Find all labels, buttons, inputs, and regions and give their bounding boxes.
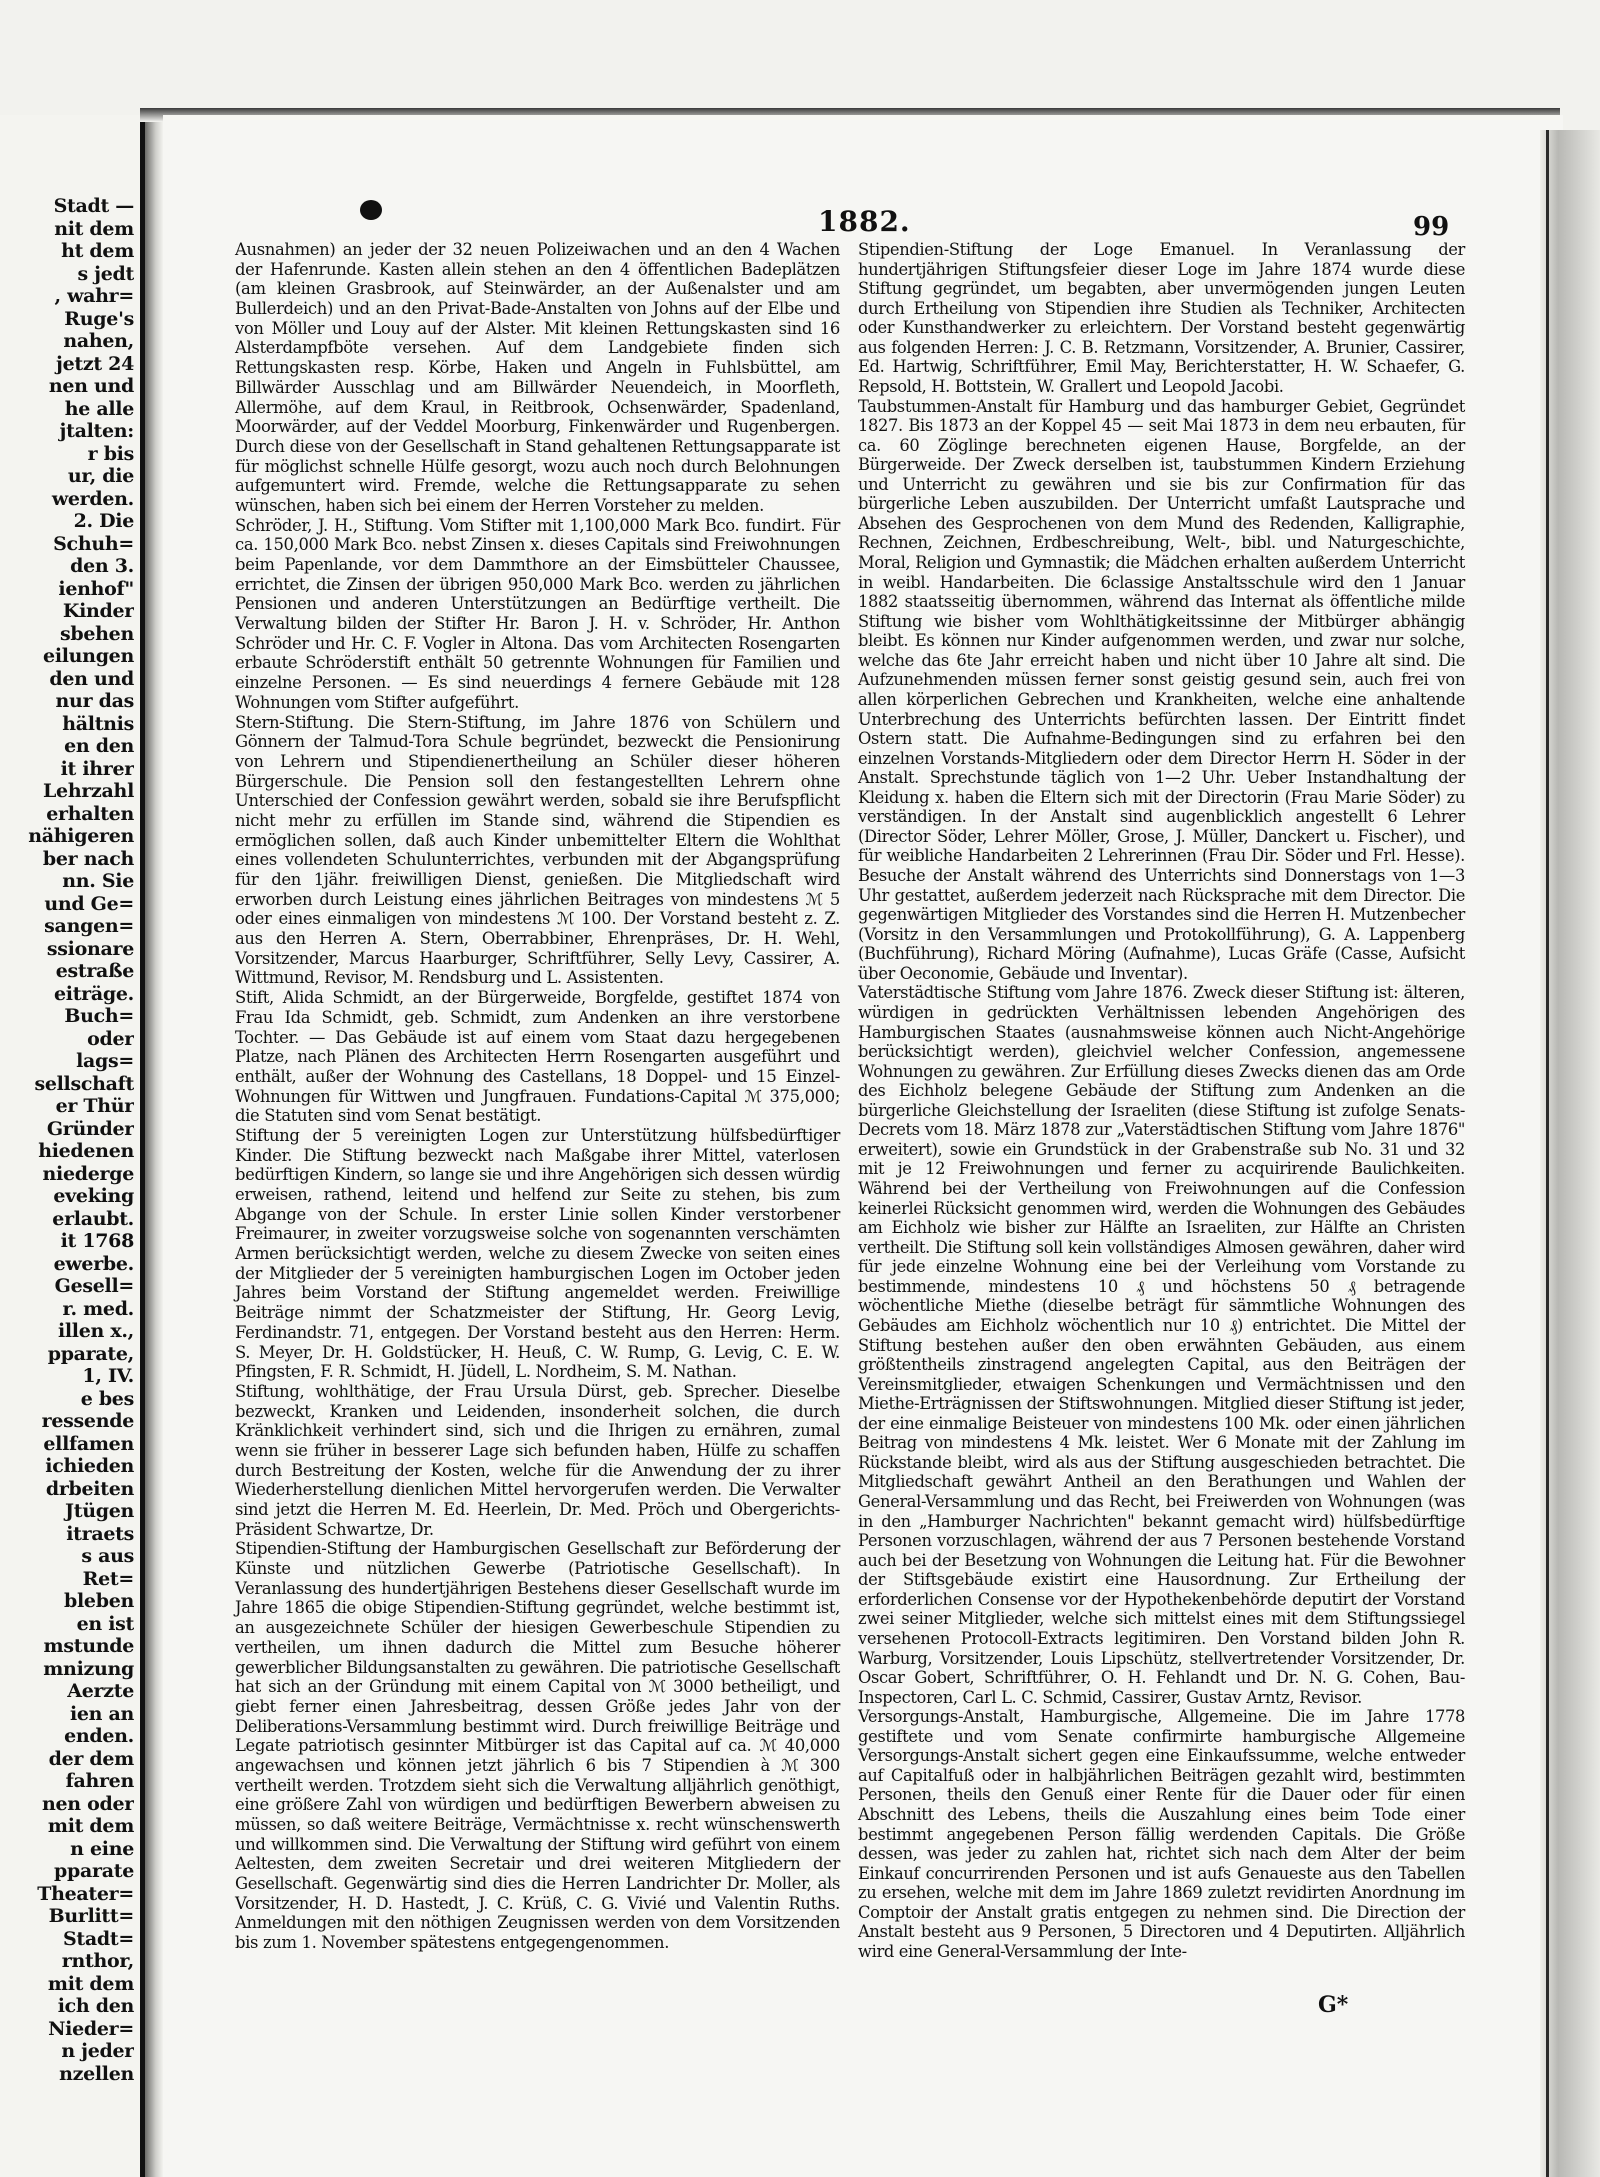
previous-page-line: it ihrer xyxy=(60,757,134,780)
previous-page-line: ssionare xyxy=(46,937,134,960)
previous-page-line: Buch= xyxy=(64,1005,134,1027)
previous-page-line: Stadt — xyxy=(53,195,134,217)
previous-page-line: niederge xyxy=(42,1162,134,1185)
article-entry: Vaterstädtische Stiftung vom Jahre 1876. Zweck dieser Stiftung ist: älteren, würdigen in gedrückten Verhältnissen lebenden Angehörigen des Hamburgischen Staates (ausnahmsweise können auch Nicht-Angehörige berücksichtigt werden), gleichviel welcher Confession, angemessene Wohnungen zu gewähren. Zur Erfüllung dieses Zwecks dienen das am Orde des Eichholz belegene Gebäude der Stiftung zum Andenken an die bürgerliche Gleichstellung der Israeliten (diese Stiftung ist zufolge Senats-Decrets vom 18. März 1878 zur „Vaterstädtischen Stiftung vom Jahre 1876" erweitert), sowie ein Grundstück in der Grabenstraße sub No. 31 und 32 mit je 12 Freiwohnungen und ferner zu acquirirende Baulichkeiten. Während bei der Vertheilung von Freiwohnungen auf die Confession keinerlei Rücksicht genommen wird, werden die Wohnungen des Gebäudes am Eichholz wie bisher zur Hälfte an Israeliten, zur Hälfte an Christen vertheilt. Die Stiftung soll kein vollständiges Almosen gewähren, daher wird für jede einzelne Wohnung eine bei der Verleihung vom Vorstande zu bestimmende, mindestens 10 ₰ und höchstens 50 ₰ betragende wöchentliche Miethe (dieselbe beträgt für sämmtliche Wohnungen des Gebäudes am Eichholz wöchentlich nur 10 ₰) entrichtet. Die Mittel der Stiftung bestehen außer den oben erwähnten Gebäuden, aus einem größtentheils zinstragend angelegten Capital, aus den Beiträgen der Vereinsmitglieder, etwaigen Schenkungen und Vermächtnissen und den Miethe-Erträgnissen der Stiftswohnungen. Mitglied dieser Stiftung ist jeder, der eine einmalige Beisteuer von mindestens 100 Mk. oder einen jährlichen Beitrag von mindestens 4 Mk. leistet. Wer 6 Monate mit der Zahlung im Rückstande bleibt, wird als aus der Stiftung ausgeschieden betrachtet. Die Mitgliedschaft gewährt Antheil an den Berathungen und Wahlen der General-Versammlung und das Recht, bei Freiwerden von Wohnungen (was in den „Hamburger Nachrichten" bekannt gemacht wird) hülfsbedürftige Personen vorzuschlagen, während der aus 7 Personen bestehende Vorstand auch bei der Besetzung von Wohnungen die Leitung hat. Für die Bewohner der Stiftsgebäude existirt eine Hausordnung. Zur Ertheilung der erforderlichen Consense vor der Hypothekenbehörde deputirt der Vorstand zwei seiner Mitglieder, welche sich mittelst eines mit dem Stiftungssiegel versehenen Protocoll-Extracts legitimiren. Den Vorstand bilden John R. Warburg, Vorsitzender, Louis Lipschütz, stellvertretender Vorsitzender, Dr. Oscar Gobert, Schriftführer, O. H. Fehlandt und Dr. N. G. Cohen, Bau-Inspectoren, Carl L. C. Schmid, Cassirer, Gustav Arntz, Revisor. xyxy=(858,983,1465,1707)
article-entry: Stift, Alida Schmidt, an der Bürgerweide, Borgfelde, gestiftet 1874 von Frau Ida Schmidt, geb. Schmidt, zum Andenken an ihre verstorbene Tochter. — Das Gebäude ist auf einem vom Staat dazu hergegebenen Platze, nach Plänen des Architecten Herrn Rosengarten ausgeführt und enthält, außer der Wohnung des Castellans, 18 Doppel- und 15 Einzel-Wohnungen für Wittwen und Jungfrauen. Fundations-Capital ℳ 375,000; die Statuten sind vom Senat bestätigt. xyxy=(235,988,840,1126)
previous-page-line: erhalten xyxy=(46,802,134,825)
previous-page-line: nen oder xyxy=(42,1792,134,1815)
previous-page-line: jtalten: xyxy=(59,420,134,442)
previous-page-line: ien an xyxy=(69,1702,134,1725)
previous-page-edge xyxy=(0,115,145,2177)
previous-page-line: pparate xyxy=(54,1860,134,1882)
previous-page-line: Burlitt= xyxy=(48,1905,134,1927)
previous-page-column xyxy=(2,195,134,2085)
previous-page-line: hältnis xyxy=(62,712,134,735)
previous-page-line: e bes xyxy=(80,1387,134,1410)
previous-page-line: lags= xyxy=(76,1050,134,1072)
previous-page-line: der dem xyxy=(48,1747,134,1770)
left-column xyxy=(235,240,840,1953)
article-entry: Ausnahmen) an jeder der 32 neuen Polizeiwachen und an den 4 Wachen der Hafenrunde. Kasten allein stehen an den 4 öffentlichen Badeplätzen (am kleinen Grasbrook, auf Steinwärder, an der Außenalster und am Bullerdeich) und an den Privat-Bade-Anstalten von Johns auf der Elbe und von Möller und Louy auf der Alster. Mit kleinen Rettungskasten sind 16 Alsterdampfböte versehen. Auf dem Landgebiete finden sich Rettungskasten resp. Körbe, Haken und Angeln in Fuhlsbüttel, am Billwärder Ausschlag und am Billwärder Neuendeich, in Moorfleth, Allermöhe, auf dem Kraul, in Reitbrook, Ochsenwärder, Spadenland, Moorwärder, auf der Veddel Moorburg, Finkenwärder und Rugenbergen. Durch diese von der Gesellschaft in Stand gehaltenen Rettungsapparate ist für möglichst schnelle Hülfe gesorgt, wozu auch noch durch Belohnungen aufgemuntert wird. Fremde, welche die Rettungsapparate zu sehen wünschen, haben sich bei einem der Herren Vorsteher zu melden. xyxy=(235,240,840,515)
signature-mark: G* xyxy=(1318,1992,1349,2018)
previous-page-line: Lehrzahl xyxy=(42,780,134,802)
article-entry: Stiftung, wohlthätige, der Frau Ursula Dürst, geb. Sprecher. Dieselbe bezweckt, Kranken und Leidenden, insonderheit solchen, die durch Kränklichkeit verhindert sind, sich und die Ihrigen zu ernähren, zumal wenn sie früher in besserer Lage sich befunden haben, Hülfe zu schaffen durch Bestreitung der Kosten, welche für die Anwendung der zu ihrer Wiederherstellung dienlichen Mittel hervorgerufen werden. Die Verwalter sind jetzt die Herren M. Ed. Heerlein, Dr. Med. Pröch und Obergerichts-Präsident Schwartze, Dr. xyxy=(235,1381,840,1539)
previous-page-line: r. med. xyxy=(62,1297,134,1320)
page-number: 99 xyxy=(1413,212,1450,242)
previous-page-line: ht dem xyxy=(61,240,134,262)
previous-page-line: nit dem xyxy=(54,217,134,240)
previous-page-line: mit dem xyxy=(47,1972,134,1995)
previous-page-line: en ist xyxy=(76,1612,134,1635)
previous-page-line: nn. Sie xyxy=(62,870,134,892)
previous-page-line: n eine xyxy=(70,1837,134,1860)
previous-page-line: pparate, xyxy=(47,1342,134,1365)
previous-page-line: Schuh= xyxy=(53,532,134,555)
previous-page-line: ichieden xyxy=(45,1455,134,1477)
previous-page-line: eveking xyxy=(53,1185,134,1207)
page-right-edge xyxy=(1540,130,1600,2177)
previous-page-line: illen x., xyxy=(57,1320,134,1342)
previous-page-line: r bis xyxy=(87,442,134,465)
article-entry: Stipendien-Stiftung der Loge Emanuel. In Veranlassung der hundertjährigen Stiftungsfeier dieser Loge im Jahre 1874 wurde diese Stiftung gegründet, um begabten, aber unvermögenden jungen Leuten durch Ertheilung von Stipendien ihre Studien als Techniker, Architecten oder Kunsthandwerker zu erleichtern. Der Vorstand besteht gegenwärtig aus folgenden Herren: J. C. B. Retzmann, Vorsitzender, A. Brunier, Cassirer, Ed. Hartwig, Schriftführer, Emil May, Berichterstatter, H. W. Schaefer, G. Repsold, H. Bottstein, W. Grallert und Leopold Jacobi. xyxy=(858,240,1465,396)
previous-page-line: jetzt 24 xyxy=(56,352,134,375)
previous-page-line: nahen, xyxy=(63,330,134,352)
previous-page-line: , wahr= xyxy=(54,285,134,307)
book-gutter xyxy=(145,115,163,2177)
previous-page-line: drbeiten xyxy=(45,1477,134,1500)
previous-page-line: itraets xyxy=(66,1522,134,1545)
previous-page-line: Kinder xyxy=(62,600,134,622)
previous-page-line: n jeder xyxy=(61,2040,134,2062)
previous-page-line: Nieder= xyxy=(48,2017,134,2040)
previous-page-line: Gesell= xyxy=(54,1275,134,1297)
previous-page-line: erlaubt. xyxy=(52,1207,134,1230)
previous-page-line: den und xyxy=(49,667,134,690)
previous-page-line: Ruge's xyxy=(64,307,134,330)
previous-page-line: hiedenen xyxy=(38,1140,134,1162)
previous-page-line: Jtügen xyxy=(65,1500,134,1522)
previous-page-line: he alle xyxy=(64,397,134,420)
page-year: 1882. xyxy=(818,205,911,238)
previous-page-line: ressende xyxy=(41,1410,134,1432)
previous-page-line: fahren xyxy=(65,1770,134,1792)
previous-page-line: mit dem xyxy=(47,1815,134,1837)
previous-page-line: ur, die xyxy=(67,465,134,487)
previous-page-line: den 3. xyxy=(70,555,134,577)
previous-page-line: 1, IV. xyxy=(82,1365,134,1387)
previous-page-line: ber nach xyxy=(42,847,134,870)
previous-page-line: estraße xyxy=(55,960,134,982)
article-entry: Stern-Stiftung. Die Stern-Stiftung, im Jahre 1876 von Schülern und Gönnern der Talmud-Tora Schule begründet, bezweckt die Pensionirung von Lehrern und Stipendienertheilung an Schüler dieser höheren Bürgerschule. Die Pension soll den festangestellten Lehrern ohne Unterschied der Confession gewährt werden, sobald sie ihre Berufspflicht nicht mehr zu erfüllen im Stande sind, während die Stipendien es ermöglichen sollen, daß auch Kinder unbemittelter Eltern die Wohlthat eines vollendeten Schulunterrichtes, verbunden mit der Abgangsprüfung für den 1jähr. freiwilligen Dienst, genießen. Die Mitgliedschaft wird erworben durch Leistung eines jährlichen Beitrages von mindestens ℳ 5 oder eines einmaligen von mindestens ℳ 100. Der Vorstand besteht z. Z. aus den Herren A. Stern, Oberrabbiner, Ehrenpräses, Dr. H. Wehl, Vorsitzender, Marcus Haarburger, Schriftführer, Selly Levy, Cassirer, A. Wittmund, Revisor, M. Rendsburg und L. Assistenten. xyxy=(235,712,840,988)
previous-page-line: nähigeren xyxy=(28,825,134,847)
previous-page-line: nzellen xyxy=(59,2062,134,2085)
previous-page-line: bleben xyxy=(64,1590,134,1612)
article-entry: Taubstummen-Anstalt für Hamburg und das hamburger Gebiet, Gegründet 1827. Bis 1873 an der Koppel 45 — seit Mai 1873 in dem neu erbauten, für ca. 60 Zöglinge berechneten eigenen Hause, Borgfelde, an der Bürgerweide. Der Zweck derselben ist, taubstummen Kindern Erziehung und Unterricht zu gewähren und sie bis zur Confirmation für das bürgerliche Leben auszubilden. Der Unterricht umfaßt Lautsprache und Absehen des Gesprochenen von dem Mund des Redenden, Kalligraphie, Rechnen, Zeichnen, Erdbeschreibung, Welt-, bibl. und Naturgeschichte, Moral, Religion und Gymnastik; die Mädchen erhalten außerdem Unterricht in weibl. Handarbeiten. Die 6classige Anstaltsschule wird den 1 Januar 1882 staatsseitig übernommen, während das Internat als öffentliche milde Stiftung wie bisher vom Wohlthätigkeitssinne der Mitbürger abhängig bleibt. Es können nur Kinder aufgenommen werden, und zwar nur solche, welche das 6te Jahr erreicht haben und nicht über 10 Jahre alt sind. Die Aufzunehmenden müssen ferner sonst geistig gesund sein, auch frei von allen körperlichen Gebrechen und Krankheiten, welche eine anhaltende Unterbrechung des Unterrichts befürchten lassen. Der Eintritt findet Ostern statt. Die Aufnahme-Bedingungen sind zu erfahren bei den einzelnen Vorstands-Mitgliedern oder dem Director Herrn H. Söder in der Anstalt. Sprechstunde täglich von 1—2 Uhr. Ueber Instandhaltung der Kleidung x. haben die Eltern sich mit der Directorin (Frau Marie Söder) zu verständigen. In der Anstalt sind augenblicklich angestellt 6 Lehrer (Director Söder, Lehrer Möller, Grose, J. Müller, Danckert u. Fischer), und für weibliche Handarbeiten 2 Lehrerinnen (Frau Dir. Söder und Frl. Hesse). Besuche der Anstalt während des Unterrichts sind Donnerstags von 1—3 Uhr gestattet, außerdem jederzeit nach Rücksprache mit dem Director. Die gegenwärtigen Mitglieder des Vorstandes sind die Herren H. Mutzenbecher (Vorsitz in den Versammlungen und Protokollführung), G. A. Lappenberg (Buchführung), Richard Möring (Aufnahme), Lucas Gräfe (Casse, Aufsicht über Oeconomie, Gebäude und Inventar). xyxy=(858,396,1465,983)
previous-page-line: eiträge. xyxy=(54,982,134,1005)
previous-page-line: Ret= xyxy=(82,1567,134,1590)
article-entry: Schröder, J. H., Stiftung. Vom Stifter mit 1,100,000 Mark Bco. fundirt. Für ca. 150,000 Mark Bco. nebst Zinsen x. dieses Capitals sind Freiwohnungen beim Papenlande, vor dem Dammthore an der Eimsbütteler Chaussee, errichtet, die Zinsen der übrigen 950,000 Mark Bco. werden zu jährlichen Pensionen und anderen Unterstützungen an Bedürftige vertheilt. Die Verwaltung bilden der Stifter Hr. Baron J. H. v. Schröder, Hr. Anthon Schröder und Hr. C. F. Vogler in Altona. Das vom Architecten Rosengarten erbaute Schröderstift enthält 50 getrennte Wohnungen für Familien und einzelne Personen. — Es sind neuerdings 4 fernere Gebäude mit 128 Wohnungen vom Stifter aufgeführt. xyxy=(235,515,840,712)
article-entry: Versorgungs-Anstalt, Hamburgische, Allgemeine. Die im Jahre 1778 gestiftete und vom Senate confirmirte hamburgische Allgemeine Versorgungs-Anstalt sichert gegen eine Einkaufssumme, welche entweder auf Capitalfuß oder in halbjährlichen Beiträgen gezahlt wird, bestimmten Personen, theils den Genuß einer Rente für die Dauer oder für einen Abschnitt des Lebens, theils die Auszahlung eines beim Tode einer bestimmt angegebenen Person fällig werdenden Capitals. Die Größe dessen, was jeder zu zahlen hat, richtet sich nach dem Alter der beim Einkauf concurrirenden Personen und ist aufs Genaueste aus den Tabellen zu ersehen, welche mit dem im Jahre 1869 zuletzt revidirten Anordnung im Comptoir der Anstalt gratis entgegen zu nehmen sind. Die Direction der Anstalt besteht aus 9 Personen, 5 Directoren und 4 Deputirten. Alljährlich wird eine General-Versammlung der Inte- xyxy=(858,1707,1465,1961)
previous-page-line: mnizung xyxy=(43,1657,134,1680)
previous-page-line: mstunde xyxy=(43,1635,134,1657)
article-entry: Stiftung der 5 vereinigten Logen zur Unterstützung hülfsbedürftiger Kinder. Die Stiftung bezweckt nach Maßgabe ihrer Mittel, vaterlosen bedürftigen Kindern, so lange sie und ihre Angehörigen sich dessen würdig erweisen, rathend, leitend und helfend zur Seite zu stehen, bis zum Abgange von der Schule. In erster Linie sollen Kinder verstorbener Freimaurer, in zweiter vorzugsweise solche von sogenannten verschämten Armen berücksichtigt werden, welche zu diesem Zwecke von seiten eines der Mitglieder der 5 vereinigten hamburgischen Logen im October jeden Jahres beim Vorstand der Stiftung angemeldet werden. Freiwillige Beiträge nimmt der Schatzmeister der Stiftung, Hr. Georg Levig, Ferdinandstr. 71, entgegen. Der Vorstand besteht aus den Herren: Herm. S. Meyer, Dr. H. Goldstücker, H. Heuß, C. W. Rump, G. Levig, C. E. W. Pfingsten, F. R. Schmidt, H. Jüdell, L. Nordheim, S. M. Nathan. xyxy=(235,1125,840,1382)
previous-page-line: s aus xyxy=(81,1545,134,1567)
ink-blot xyxy=(360,200,382,220)
article-entry: Stipendien-Stiftung der Hamburgischen Gesellschaft zur Beförderung der Künste und nützlichen Gewerbe (Patriotische Gesellschaft). In Veranlassung des hundertjährigen Bestehens dieser Gesellschaft wurde im Jahre 1865 die obige Stipendien-Stiftung gegründet, welche bestimmt ist, an ausgezeichnete Schüler der hiesigen Gewerbeschule Stipendien zu vertheilen, um ihnen dadurch die Mittel zum Besuche höherer gewerblicher Bildungsanstalten zu gewähren. Die patriotische Gesellschaft hat sich an der Gründung mit einem Capital von ℳ 3000 betheiligt, und giebt ferner einen Jahresbeitrag, dessen Größe jedes Jahr von der Deliberations-Versammlung bestimmt wird. Durch freiwillige Beiträge und Legate patriotisch gesinnter Mitbürger ist das Capital auf ca. ℳ 40,000 angewachsen und können jetzt jährlich 6 bis 7 Stipendien à ℳ 300 vertheilt werden. Trotzdem sieht sich die Verwaltung alljährlich genöthigt, eine größere Zahl von würdigen und bedürftigen Bewerbern abweisen zu müssen, so daß weitere Beiträge, Vermächtnisse x. recht wünschenswerth und willkommen sind. Die Verwaltung der Stiftung wird geführt von einem Aeltesten, dem zweiten Secretair und drei weiteren Mitgliedern der Gesellschaft. Gegenwärtig sind dies die Herren Landrichter Dr. Moller, als Vorsitzender, H. D. Hastedt, J. C. Krüß, C. G. Vivié und Valentin Ruths. Anmeldungen mit den nöthigen Zeugnissen werden von dem Vorsitzenden bis zum 1. November spätestens entgegengenommen. xyxy=(235,1539,840,1953)
right-column xyxy=(858,240,1465,1962)
previous-page-line: ienhof" xyxy=(58,577,134,600)
previous-page-line: s jedt xyxy=(77,262,134,285)
previous-page-line: werden. xyxy=(51,487,134,510)
previous-page-line: nur das xyxy=(55,690,134,712)
previous-page-line: oder xyxy=(87,1027,134,1050)
previous-page-line: Aerzte xyxy=(67,1680,134,1702)
previous-page-line: sbehen xyxy=(60,622,134,645)
previous-page-line: sangen= xyxy=(44,915,134,937)
previous-page-line: ewerbe. xyxy=(53,1252,134,1275)
previous-page-line: ich den xyxy=(57,1995,134,2017)
previous-page-line: eilungen xyxy=(43,645,134,667)
previous-page-line: it 1768 xyxy=(60,1230,134,1252)
previous-page-line: Gründer xyxy=(46,1117,134,1140)
previous-page-line: Stadt= xyxy=(63,1927,134,1950)
previous-page-line: er Thür xyxy=(55,1095,134,1117)
previous-page-line: rnthor, xyxy=(61,1950,134,1972)
previous-page-line: Theater= xyxy=(37,1882,134,1905)
previous-page-line: en den xyxy=(64,735,134,757)
previous-page-line: sellschaft xyxy=(34,1072,134,1095)
previous-page-line: enden. xyxy=(64,1725,134,1747)
previous-page-line: 2. Die xyxy=(73,510,134,532)
previous-page-line: und Ge= xyxy=(44,892,134,915)
previous-page-line: ellfamen xyxy=(43,1432,134,1455)
previous-page-line: nen und xyxy=(48,375,134,397)
